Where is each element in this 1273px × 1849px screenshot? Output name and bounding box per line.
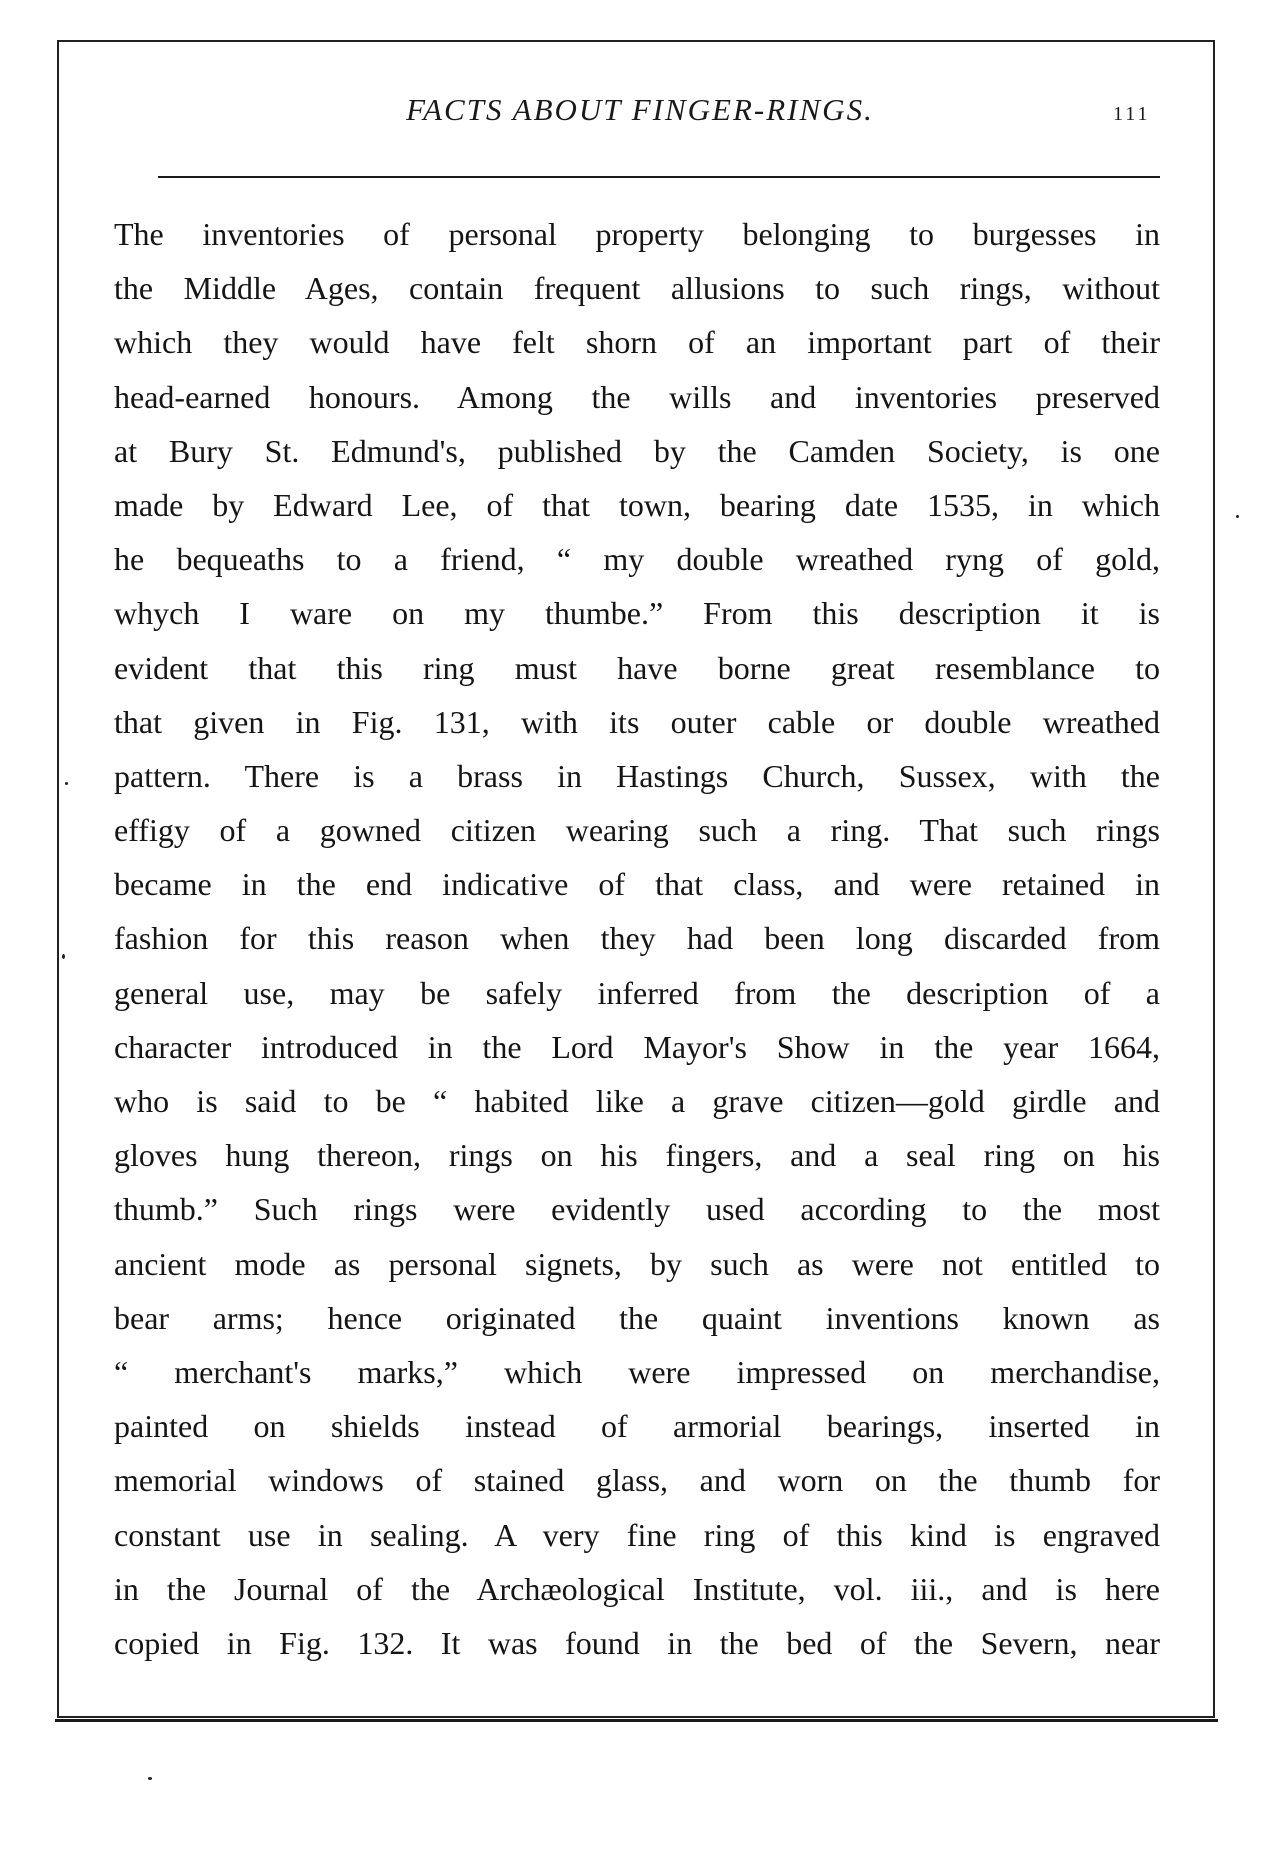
text-line: that given in Fig. 131, with its outer cable or double wreathed: [114, 703, 1160, 740]
text-line: copied in Fig. 132. It was found in the bed of the Severn, near: [114, 1624, 1160, 1661]
text-line: who is said to be “ habited like a grave citizen—gold girdle and: [114, 1083, 1160, 1119]
text-line: constant use in sealing. A very fine ring of this kind is engraved: [114, 1516, 1160, 1553]
text-line: thumb.” Such rings were evidently used according to the most: [114, 1191, 1160, 1228]
text-line: which they would have felt shorn of an important part of their: [114, 324, 1160, 361]
bottom-border-rule: [55, 1719, 1218, 1722]
running-title: FACTS ABOUT FINGER-RINGS.: [406, 92, 874, 127]
text-line: he bequeaths to a friend, “ my double wreathed ryng of gold,: [114, 541, 1160, 578]
scan-speck: [1236, 515, 1239, 518]
scan-speck: [65, 782, 68, 785]
text-line: evident that this ring must have borne great resemblance to: [114, 649, 1160, 686]
text-line: made by Edward Lee, of that town, bearing date 1535, in which: [114, 486, 1160, 523]
body-text: [114, 207, 1160, 1670]
text-line: effigy of a gowned citizen wearing such a ring. That such rings: [114, 812, 1160, 849]
header-rule: [158, 176, 1160, 178]
text-line: “ merchant's marks,” which were impressed on merchandise,: [114, 1353, 1160, 1390]
text-line: memorial windows of stained glass, and worn on the thumb for: [114, 1462, 1160, 1499]
page-number: 111: [1113, 103, 1151, 125]
text-line: head-earned honours. Among the wills and inventories preserved: [114, 378, 1160, 415]
text-line: ancient mode as personal signets, by such as were not entitled to: [114, 1245, 1160, 1282]
text-line: fashion for this reason when they had been long discarded from: [114, 920, 1160, 957]
text-line: bear arms; hence originated the quaint inventions known as: [114, 1299, 1160, 1336]
scan-speck: [62, 954, 65, 959]
text-line: the Middle Ages, contain frequent allusions to such rings, without: [114, 270, 1160, 307]
text-line: became in the end indicative of that class, and were retained in: [114, 866, 1160, 903]
text-line: gloves hung thereon, rings on his fingers, and a seal ring on his: [114, 1137, 1160, 1174]
text-line: painted on shields instead of armorial bearings, inserted in: [114, 1408, 1160, 1445]
text-line: at Bury St. Edmund's, published by the Camden Society, is one: [114, 432, 1160, 469]
text-line: whych I ware on my thumbe.” From this description it is: [114, 595, 1160, 632]
text-line: character introduced in the Lord Mayor's Show in the year 1664,: [114, 1028, 1160, 1065]
text-line: The inventories of personal property belonging to burgesses in: [114, 216, 1160, 252]
scan-speck: [148, 1777, 152, 1780]
text-line: general use, may be safely inferred from the description of a: [114, 974, 1160, 1011]
text-line: in the Journal of the Archæological Institute, vol. iii., and is here: [114, 1570, 1160, 1607]
text-line: pattern. There is a brass in Hastings Church, Sussex, with the: [114, 757, 1160, 794]
